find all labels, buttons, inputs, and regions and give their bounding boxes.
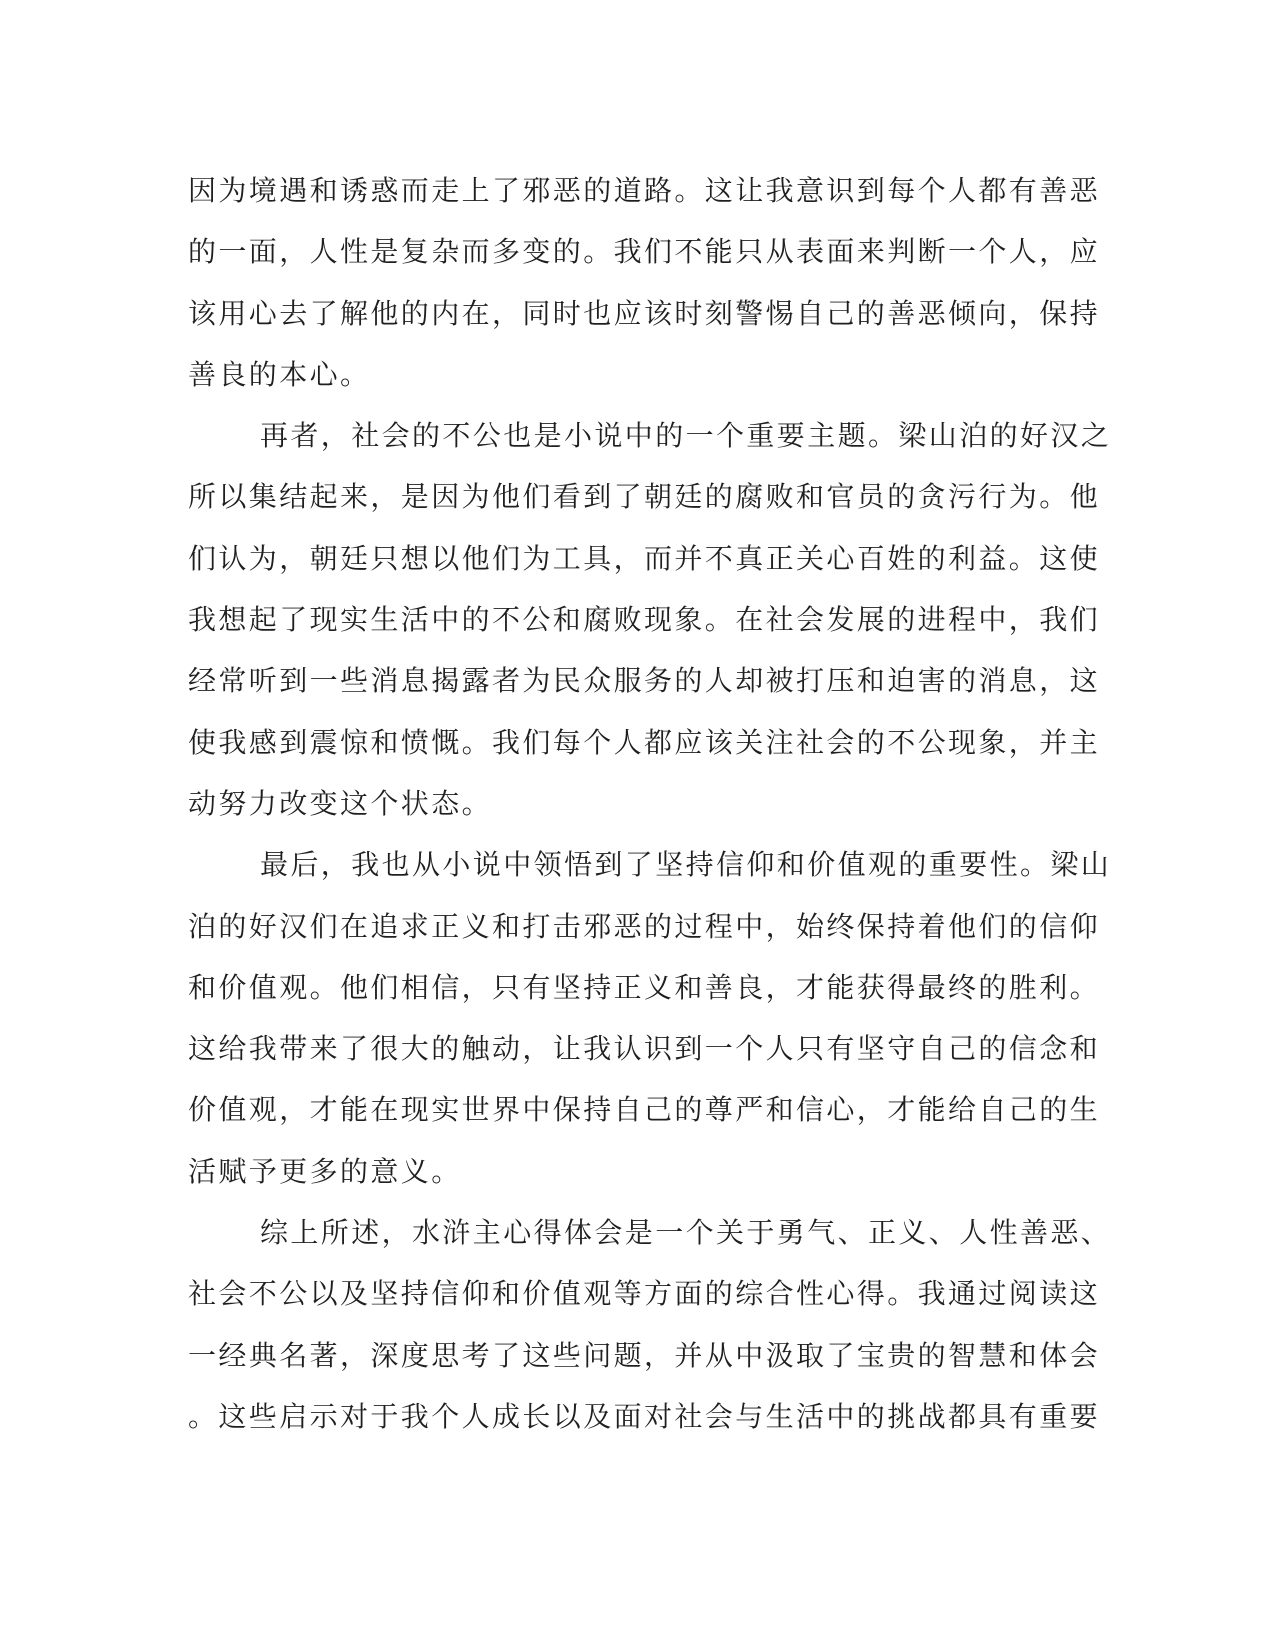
text-line: 因为境遇和诱惑而走上了邪恶的道路。这让我意识到每个人都有善恶 <box>188 174 1101 207</box>
text-line: 泊的好汉们在追求正义和打击邪恶的过程中，始终保持着他们的信仰 <box>188 909 1101 943</box>
text-line: 我想起了现实生活中的不公和腐败现象。在社会发展的进程中，我们 <box>188 603 1101 637</box>
text-line: 所以集结起来，是因为他们看到了朝廷的腐败和官员的贪污行为。他 <box>188 480 1101 514</box>
text-line: 该用心去了解他的内在，同时也应该时刻警惕自己的善恶倾向，保持 <box>188 296 1101 330</box>
document-body <box>188 160 1112 1447</box>
text-line: 的一面，人性是复杂而多变的。我们不能只从表面来判断一个人，应 <box>188 235 1101 269</box>
text-line: 一经典名著，深度思考了这些问题，并从中汲取了宝贵的智慧和体会 <box>188 1338 1101 1372</box>
text-line: 。这些启示对于我个人成长以及面对社会与生活中的挑战都具有重要 <box>188 1399 1101 1433</box>
text-line: 动努力改变这个状态。 <box>188 786 493 820</box>
text-line: 活赋予更多的意义。 <box>188 1154 462 1188</box>
text-line: 社会不公以及坚持信仰和价值观等方面的综合性心得。我通过阅读这 <box>188 1277 1101 1311</box>
text-line: 这给我带来了很大的触动，让我认识到一个人只有坚守自己的信念和 <box>188 1032 1101 1066</box>
text-line: 们认为，朝廷只想以他们为工具，而并不真正关心百姓的利益。这使 <box>188 541 1101 575</box>
text-line: 善良的本心。 <box>188 357 371 391</box>
paragraph-first-line: 最后，我也从小说中领悟到了坚持信仰和价值观的重要性。梁山 <box>260 848 1112 882</box>
text-line: 经常听到一些消息揭露者为民众服务的人却被打压和迫害的消息，这 <box>188 664 1101 698</box>
text-line: 和价值观。他们相信，只有坚持正义和善良，才能获得最终的胜利。 <box>188 970 1101 1004</box>
text-line: 价值观，才能在现实世界中保持自己的尊严和信心，才能给自己的生 <box>188 1093 1101 1127</box>
text-line: 使我感到震惊和愤慨。我们每个人都应该关注社会的不公现象，并主 <box>188 725 1101 759</box>
paragraph-first-line: 再者，社会的不公也是小说中的一个重要主题。梁山泊的好汉之 <box>260 419 1112 453</box>
paragraph-first-line: 综上所述，水浒主心得体会是一个关于勇气、正义、人性善恶、 <box>260 1216 1112 1250</box>
